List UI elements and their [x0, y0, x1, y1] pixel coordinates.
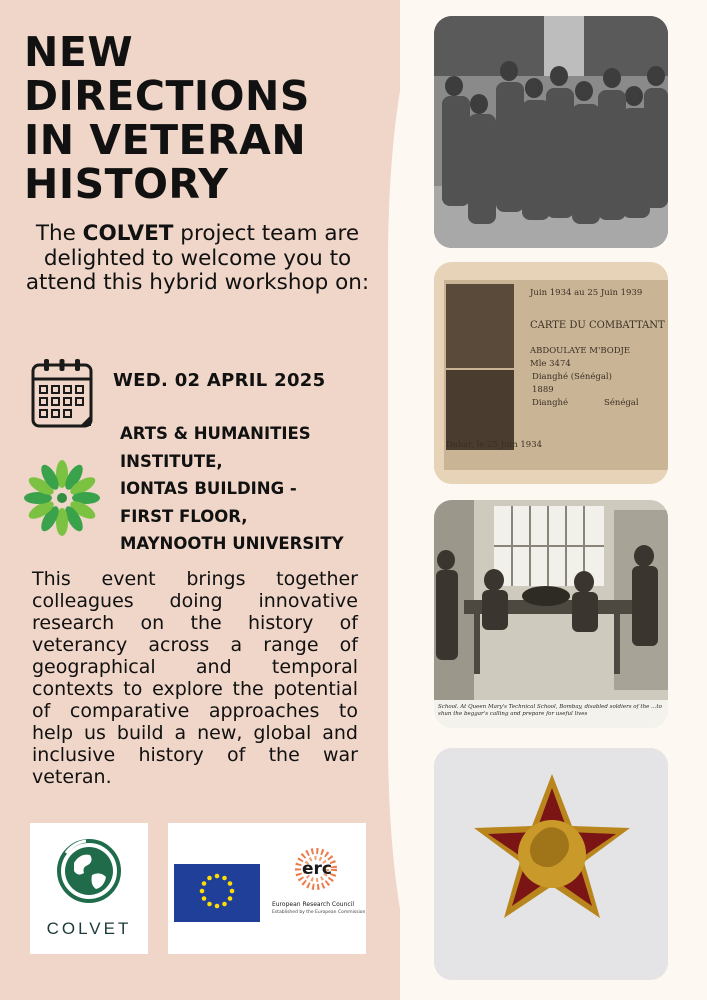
card-title: CARTE DU COMBATTANT [530, 320, 665, 331]
flower-icon [20, 456, 104, 540]
venue-address: ARTS & HUMANITIES INSTITUTE, IONTAS BUILDING - FIRST FLOOR, MAYNOOTH UNIVERSITY [120, 424, 344, 553]
erc-abbr: erc [302, 859, 332, 879]
colvet-wordmark: COLVET [46, 919, 132, 938]
event-date: WED. 02 APRIL 2025 [113, 370, 326, 391]
photo-combatant-card [434, 262, 668, 484]
card-born: 1889 [532, 385, 554, 395]
erc-subtitle: Established by the European Commission [272, 910, 366, 915]
card-born-place: Dianghé [532, 398, 569, 408]
colvet-logo [30, 823, 148, 954]
photo-star-medal [434, 748, 668, 980]
poster-title: NEW DIRECTIONS IN VETERAN HISTORY [24, 28, 310, 208]
school-caption: School. At Queen Mary's Technical School, Bombay, disabled soldiers of the ...to shun the beggar's calling and prepare for useful lives [438, 704, 662, 717]
card-born-dept: Sénégal [604, 398, 639, 408]
photo-uniformed-women [434, 16, 668, 248]
project-name: COLVET [82, 221, 174, 246]
card-domicile: Dianghé (Sénégal) [532, 372, 612, 382]
event-description: This event brings together colleagues doing innovative research on the history of veterancy across a range of geographical and temporal contexts to explore the potential of comparative approaches to help us build a new, global and inclusive history of the war veteran. [32, 568, 358, 788]
card-name: ABDOULAYE M'BODJE [530, 346, 631, 356]
erc-name: European Research Council [272, 901, 355, 908]
intro-text: The COLVET project team are delighted to welcome you to attend this hybrid workshop on: [25, 221, 370, 295]
photo-technical-school [434, 500, 668, 728]
calendar-icon [30, 357, 94, 429]
eu-flag-icon [168, 823, 366, 954]
eu-erc-logo [168, 823, 366, 954]
card-header: Juin 1934 au 25 Juin 1939 [530, 288, 643, 298]
card-reg: Mle 3474 [530, 359, 571, 369]
card-footer: Dakar, le 25 Juin 1934 [446, 440, 543, 450]
